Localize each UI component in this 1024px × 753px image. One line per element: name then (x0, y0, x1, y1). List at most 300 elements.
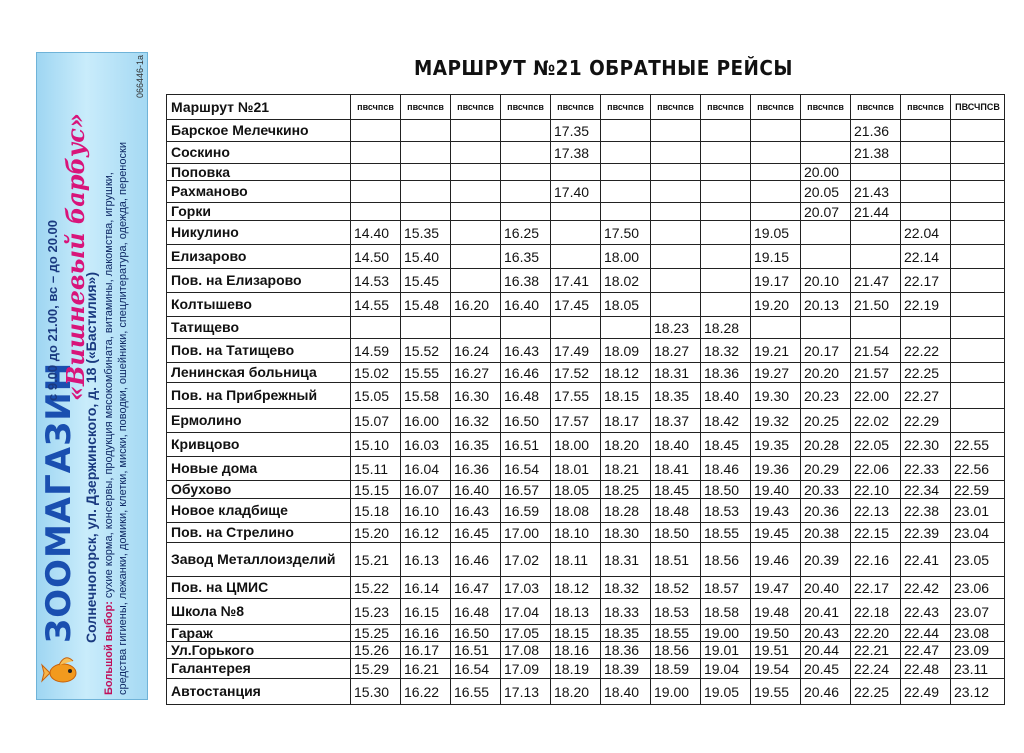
departure-time: 20.29 (801, 457, 851, 481)
departure-time: 16.46 (501, 363, 551, 383)
departure-time: 22.41 (901, 543, 951, 577)
table-row (167, 245, 1005, 269)
departure-time (501, 181, 551, 203)
departure-time: 15.05 (351, 383, 401, 409)
departure-time (401, 203, 451, 221)
departure-time: 16.03 (401, 433, 451, 457)
table-row (167, 433, 1005, 457)
departure-time (451, 164, 501, 181)
departure-time (751, 317, 801, 339)
departure-time: 18.37 (651, 409, 701, 433)
departure-time: 16.10 (401, 499, 451, 523)
departure-time: 15.18 (351, 499, 401, 523)
departure-time: 21.43 (851, 181, 901, 203)
departure-time (351, 181, 401, 203)
stop-name: Новое кладбище (167, 499, 351, 523)
departure-time (701, 293, 751, 317)
stop-name: Пов. на Татищево (167, 339, 351, 363)
departure-time: 17.00 (501, 523, 551, 543)
departure-time (701, 142, 751, 164)
departure-time (551, 164, 601, 181)
departure-time: 18.55 (701, 523, 751, 543)
departure-time (401, 142, 451, 164)
departure-time (701, 120, 751, 142)
table-row (167, 203, 1005, 221)
departure-time: 14.55 (351, 293, 401, 317)
departure-time: 20.17 (801, 339, 851, 363)
departure-time: 18.28 (701, 317, 751, 339)
departure-time (951, 317, 1005, 339)
stop-name: Никулино (167, 221, 351, 245)
departure-time (951, 120, 1005, 142)
departure-time: 21.50 (851, 293, 901, 317)
departure-time: 16.20 (451, 293, 501, 317)
departure-time (651, 203, 701, 221)
table-row (167, 523, 1005, 543)
stop-name: Пов. на Стрелино (167, 523, 351, 543)
departure-time (651, 120, 701, 142)
page-title: МАРШРУТ №21 ОБРАТНЫЕ РЕЙСЫ (414, 56, 793, 80)
departure-time: 23.07 (951, 599, 1005, 625)
departure-time (851, 317, 901, 339)
departure-time: 20.00 (801, 164, 851, 181)
departure-time: 16.17 (401, 642, 451, 659)
departure-time: 18.05 (551, 481, 601, 499)
departure-time: 19.47 (751, 577, 801, 599)
departure-time: 18.27 (651, 339, 701, 363)
departure-time: 17.13 (501, 679, 551, 705)
departure-time: 19.50 (751, 625, 801, 642)
departure-time: 20.40 (801, 577, 851, 599)
departure-time: 16.47 (451, 577, 501, 599)
departure-time: 22.06 (851, 457, 901, 481)
departure-time (851, 221, 901, 245)
table-row (167, 120, 1005, 142)
departure-time: 18.23 (651, 317, 701, 339)
departure-time: 18.25 (601, 481, 651, 499)
departure-time: 16.32 (451, 409, 501, 433)
departure-time: 18.20 (551, 679, 601, 705)
departure-time: 17.09 (501, 659, 551, 679)
stop-name: Гараж (167, 625, 351, 642)
departure-time: 19.30 (751, 383, 801, 409)
departure-time: 18.41 (651, 457, 701, 481)
departure-time (551, 317, 601, 339)
departure-time: 19.55 (751, 679, 801, 705)
departure-time: 16.40 (451, 481, 501, 499)
ad-code: 066446-1а (135, 55, 145, 99)
departure-time: 19.21 (751, 339, 801, 363)
departure-time: 15.48 (401, 293, 451, 317)
departure-time (951, 164, 1005, 181)
departure-time: 18.53 (701, 499, 751, 523)
departure-time: 20.20 (801, 363, 851, 383)
departure-time: 18.45 (701, 433, 751, 457)
day-header: пвсчпсв (851, 95, 901, 120)
departure-time: 18.32 (701, 339, 751, 363)
departure-time (601, 181, 651, 203)
departure-time: 23.05 (951, 543, 1005, 577)
departure-time: 19.46 (751, 543, 801, 577)
day-header: ПВСЧПСВ (951, 95, 1005, 120)
day-header: пвсчпсв (501, 95, 551, 120)
departure-time (951, 293, 1005, 317)
departure-time (451, 221, 501, 245)
departure-time: 18.30 (601, 523, 651, 543)
departure-time: 20.36 (801, 499, 851, 523)
departure-time (951, 363, 1005, 383)
departure-time: 22.39 (901, 523, 951, 543)
departure-time (651, 164, 701, 181)
departure-time (951, 245, 1005, 269)
day-header: пвсчпсв (551, 95, 601, 120)
departure-time (451, 120, 501, 142)
departure-time: 19.00 (651, 679, 701, 705)
departure-time: 16.30 (451, 383, 501, 409)
goldfish-icon (41, 647, 81, 695)
departure-time: 19.00 (701, 625, 751, 642)
departure-time (451, 203, 501, 221)
day-header: пвсчпсв (401, 95, 451, 120)
departure-time (651, 142, 701, 164)
departure-time: 18.08 (551, 499, 601, 523)
departure-time: 16.46 (451, 543, 501, 577)
departure-time: 22.38 (901, 499, 951, 523)
departure-time: 16.36 (451, 457, 501, 481)
ad-description-line-2: средства гигиены, лежанки, домики, клетки, миски, поводки, ошейники, спецлитература, одежда, переноски (117, 142, 129, 695)
departure-time: 18.50 (701, 481, 751, 499)
departure-time: 18.05 (601, 293, 651, 317)
departure-time (751, 142, 801, 164)
departure-time: 20.25 (801, 409, 851, 433)
departure-time: 20.45 (801, 659, 851, 679)
departure-time (351, 164, 401, 181)
departure-time: 23.04 (951, 523, 1005, 543)
table-row (167, 642, 1005, 659)
table-row (167, 457, 1005, 481)
departure-time: 17.57 (551, 409, 601, 433)
departure-time: 18.53 (651, 599, 701, 625)
departure-time: 18.56 (701, 543, 751, 577)
departure-time (951, 409, 1005, 433)
departure-time: 15.21 (351, 543, 401, 577)
departure-time (901, 142, 951, 164)
departure-time: 17.38 (551, 142, 601, 164)
departure-time: 20.10 (801, 269, 851, 293)
departure-time: 18.40 (701, 383, 751, 409)
departure-time: 16.51 (501, 433, 551, 457)
departure-time (601, 164, 651, 181)
departure-time: 16.35 (451, 433, 501, 457)
departure-time: 18.13 (551, 599, 601, 625)
departure-time (851, 164, 901, 181)
departure-time (551, 245, 601, 269)
departure-time: 18.20 (601, 433, 651, 457)
departure-time (751, 203, 801, 221)
departure-time: 18.02 (601, 269, 651, 293)
departure-time (401, 181, 451, 203)
departure-time: 22.18 (851, 599, 901, 625)
departure-time: 16.48 (451, 599, 501, 625)
departure-time: 18.00 (601, 245, 651, 269)
departure-time: 23.11 (951, 659, 1005, 679)
departure-time (951, 181, 1005, 203)
day-header: пвсчпсв (451, 95, 501, 120)
ad-address: Солнечногорск, ул. Дзержинского, д. 18 («Бастилия») (83, 272, 99, 643)
departure-time: 18.32 (601, 577, 651, 599)
stop-name: Пов. на Прибрежный (167, 383, 351, 409)
departure-time: 14.59 (351, 339, 401, 363)
departure-time: 16.57 (501, 481, 551, 499)
table-row (167, 543, 1005, 577)
table-row (167, 221, 1005, 245)
departure-time: 22.17 (851, 577, 901, 599)
departure-time: 16.35 (501, 245, 551, 269)
departure-time: 21.57 (851, 363, 901, 383)
departure-time (601, 142, 651, 164)
departure-time: 20.41 (801, 599, 851, 625)
departure-time (501, 203, 551, 221)
departure-time: 22.16 (851, 543, 901, 577)
departure-time: 16.54 (451, 659, 501, 679)
table-row (167, 659, 1005, 679)
departure-time: 22.48 (901, 659, 951, 679)
departure-time: 23.06 (951, 577, 1005, 599)
departure-time: 18.36 (701, 363, 751, 383)
departure-time: 23.08 (951, 625, 1005, 642)
departure-time (901, 181, 951, 203)
departure-time (751, 164, 801, 181)
departure-time: 19.36 (751, 457, 801, 481)
departure-time: 16.54 (501, 457, 551, 481)
departure-time: 18.31 (601, 543, 651, 577)
departure-time: 22.25 (901, 363, 951, 383)
departure-time: 15.40 (401, 245, 451, 269)
departure-time (951, 221, 1005, 245)
table-row (167, 164, 1005, 181)
departure-time (351, 142, 401, 164)
stop-name: Колтышево (167, 293, 351, 317)
day-header: пвсчпсв (751, 95, 801, 120)
departure-time: 19.05 (751, 221, 801, 245)
departure-time: 22.30 (901, 433, 951, 457)
departure-time: 19.20 (751, 293, 801, 317)
stop-name: Автостанция (167, 679, 351, 705)
departure-time: 22.15 (851, 523, 901, 543)
departure-time: 17.35 (551, 120, 601, 142)
stop-name: Рахманово (167, 181, 351, 203)
departure-time: 18.58 (701, 599, 751, 625)
departure-time: 15.07 (351, 409, 401, 433)
departure-time: 17.52 (551, 363, 601, 383)
departure-time: 22.24 (851, 659, 901, 679)
departure-time: 18.11 (551, 543, 601, 577)
departure-time: 15.02 (351, 363, 401, 383)
stop-name: Татищево (167, 317, 351, 339)
departure-time (701, 221, 751, 245)
departure-time (701, 181, 751, 203)
departure-time (551, 203, 601, 221)
stop-name: Кривцово (167, 433, 351, 457)
departure-time: 19.17 (751, 269, 801, 293)
departure-time: 22.05 (851, 433, 901, 457)
departure-time (901, 203, 951, 221)
table-row (167, 481, 1005, 499)
departure-time (501, 142, 551, 164)
departure-time: 18.12 (601, 363, 651, 383)
departure-time: 20.07 (801, 203, 851, 221)
departure-time: 18.01 (551, 457, 601, 481)
departure-time: 16.38 (501, 269, 551, 293)
departure-time: 22.34 (901, 481, 951, 499)
departure-time: 14.40 (351, 221, 401, 245)
departure-time: 22.21 (851, 642, 901, 659)
departure-time: 16.27 (451, 363, 501, 383)
departure-time: 22.44 (901, 625, 951, 642)
departure-time: 19.48 (751, 599, 801, 625)
departure-time (951, 142, 1005, 164)
table-row (167, 181, 1005, 203)
departure-time (401, 164, 451, 181)
departure-time (451, 317, 501, 339)
departure-time: 22.20 (851, 625, 901, 642)
stop-name: Ленинская больница (167, 363, 351, 383)
table-row (167, 317, 1005, 339)
departure-time: 18.42 (701, 409, 751, 433)
departure-time: 16.24 (451, 339, 501, 363)
departure-time (701, 164, 751, 181)
departure-time: 18.15 (601, 383, 651, 409)
departure-time: 16.48 (501, 383, 551, 409)
departure-time (501, 317, 551, 339)
departure-time: 18.50 (651, 523, 701, 543)
departure-time: 19.51 (751, 642, 801, 659)
departure-time: 18.35 (651, 383, 701, 409)
departure-time (501, 164, 551, 181)
departure-time: 23.12 (951, 679, 1005, 705)
stop-name: Новые дома (167, 457, 351, 481)
departure-time: 22.33 (901, 457, 951, 481)
day-header: пвсчпсв (701, 95, 751, 120)
departure-time: 16.40 (501, 293, 551, 317)
departure-time: 22.04 (901, 221, 951, 245)
departure-time: 15.11 (351, 457, 401, 481)
timetable-header-row (167, 95, 1005, 120)
departure-time: 19.15 (751, 245, 801, 269)
departure-time: 18.56 (651, 642, 701, 659)
departure-time: 18.45 (651, 481, 701, 499)
table-row (167, 383, 1005, 409)
departure-time (651, 181, 701, 203)
day-header: пвсчпсв (801, 95, 851, 120)
departure-time: 18.00 (551, 433, 601, 457)
ad-opening-hours: с 9.00 до 21.00, вс – до 20.00 (45, 219, 60, 401)
stop-name: Ермолино (167, 409, 351, 433)
departure-time: 21.38 (851, 142, 901, 164)
table-row (167, 625, 1005, 642)
ad-shop-name: «Вишневый барбус» (61, 113, 90, 401)
stop-name: Барское Мелечкино (167, 120, 351, 142)
departure-time: 18.12 (551, 577, 601, 599)
departure-time: 19.32 (751, 409, 801, 433)
departure-time: 18.35 (601, 625, 651, 642)
departure-time (951, 269, 1005, 293)
departure-time (801, 317, 851, 339)
departure-time: 21.47 (851, 269, 901, 293)
departure-time: 16.00 (401, 409, 451, 433)
departure-time (401, 120, 451, 142)
departure-time: 16.45 (451, 523, 501, 543)
departure-time (951, 203, 1005, 221)
departure-time (601, 203, 651, 221)
departure-time: 16.21 (401, 659, 451, 679)
departure-time: 22.13 (851, 499, 901, 523)
table-row (167, 363, 1005, 383)
departure-time: 19.54 (751, 659, 801, 679)
departure-time: 18.16 (551, 642, 601, 659)
departure-time (351, 203, 401, 221)
departure-time (651, 269, 701, 293)
departure-time: 19.01 (701, 642, 751, 659)
ad-shop-type: ЗООМАГАЗИН (39, 361, 79, 643)
departure-time: 19.05 (701, 679, 751, 705)
departure-time: 15.10 (351, 433, 401, 457)
departure-time (651, 293, 701, 317)
stop-name: Обухово (167, 481, 351, 499)
departure-time: 18.10 (551, 523, 601, 543)
departure-time (901, 164, 951, 181)
departure-time: 18.21 (601, 457, 651, 481)
departure-time: 22.43 (901, 599, 951, 625)
departure-time: 18.36 (601, 642, 651, 659)
table-row (167, 293, 1005, 317)
stop-name: Завод Металлоизделий (167, 543, 351, 577)
departure-time (651, 245, 701, 269)
departure-time: 20.05 (801, 181, 851, 203)
departure-time: 22.17 (901, 269, 951, 293)
departure-time: 18.31 (651, 363, 701, 383)
departure-time: 16.55 (451, 679, 501, 705)
departure-time: 20.13 (801, 293, 851, 317)
departure-time (701, 203, 751, 221)
table-row (167, 339, 1005, 363)
departure-time: 17.50 (601, 221, 651, 245)
departure-time (801, 120, 851, 142)
departure-time: 20.39 (801, 543, 851, 577)
departure-time: 22.59 (951, 481, 1005, 499)
departure-time: 22.19 (901, 293, 951, 317)
departure-time (351, 120, 401, 142)
departure-time: 18.59 (651, 659, 701, 679)
departure-time: 15.22 (351, 577, 401, 599)
day-header: пвсчпсв (901, 95, 951, 120)
departure-time: 17.02 (501, 543, 551, 577)
departure-time: 16.12 (401, 523, 451, 543)
departure-time: 16.43 (451, 499, 501, 523)
departure-time: 22.29 (901, 409, 951, 433)
stop-name: Пов. на ЦМИС (167, 577, 351, 599)
departure-time (701, 269, 751, 293)
departure-time: 19.27 (751, 363, 801, 383)
departure-time: 15.35 (401, 221, 451, 245)
departure-time: 16.59 (501, 499, 551, 523)
departure-time (901, 120, 951, 142)
departure-time: 20.23 (801, 383, 851, 409)
pet-shop-advertisement (36, 52, 148, 700)
departure-time: 23.01 (951, 499, 1005, 523)
departure-time: 16.13 (401, 543, 451, 577)
departure-time (601, 120, 651, 142)
